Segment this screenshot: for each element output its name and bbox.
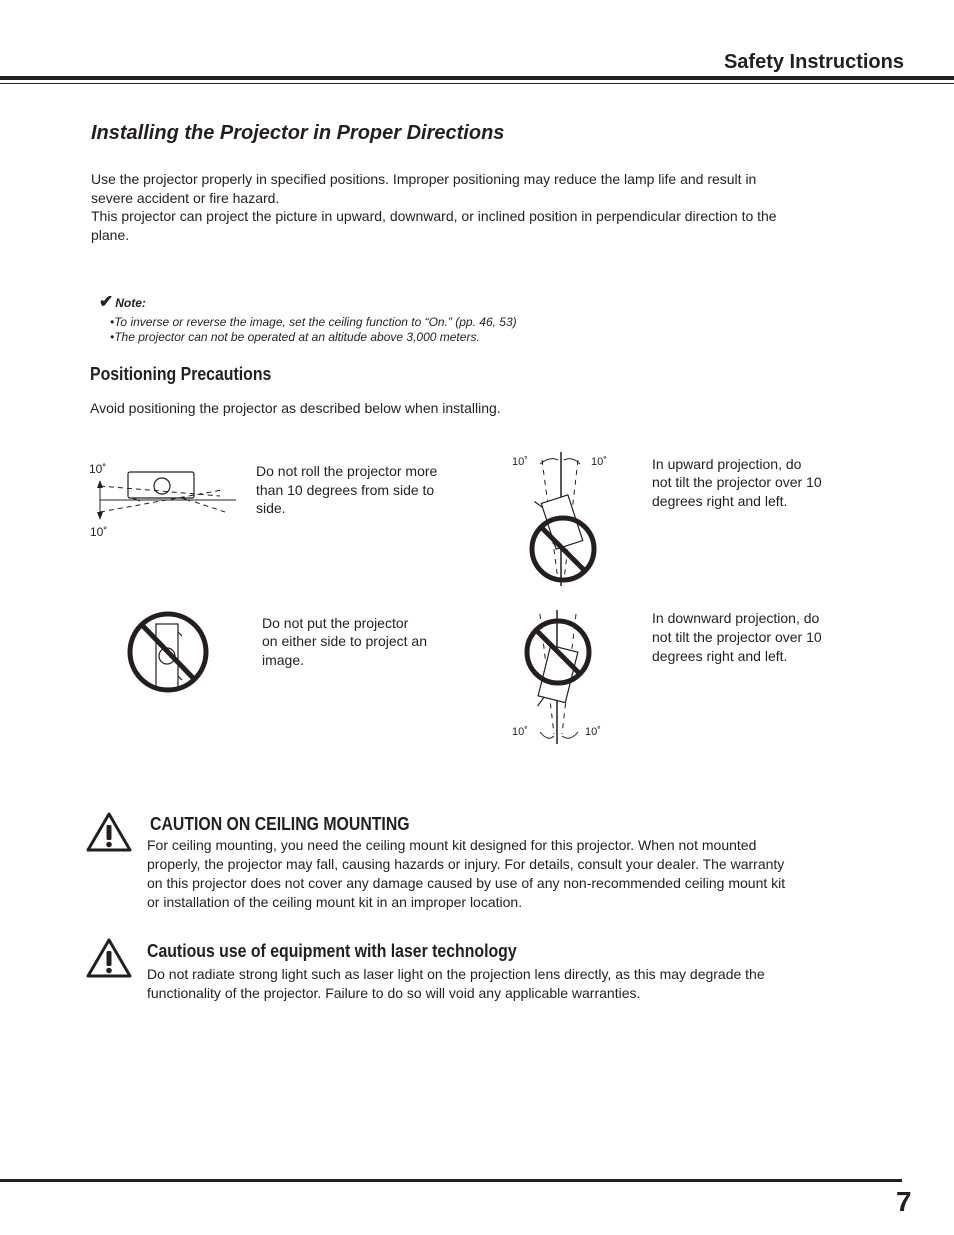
warning-icon [86, 812, 132, 852]
caution-laser-title: Cautious use of equipment with laser technology [147, 941, 517, 961]
roll-diagram [90, 460, 240, 535]
intro-line-4: plane. [91, 227, 130, 243]
positioning-intro: Avoid positioning the projector as described below when installing. [90, 400, 501, 416]
note-label: Note: [115, 296, 146, 310]
upward-degree-left: 10˚ [512, 456, 528, 468]
note-line-1: •To inverse or reverse the image, set the ceiling function to “On.” (pp. 46, 53) [110, 315, 517, 329]
upward-text-2: not tilt the projector over 10 [652, 474, 822, 490]
side-text-3: image. [262, 652, 305, 668]
caution-ceiling-line-1: For ceiling mounting, you need the ceiling mount kit designed for this projector. When not mounted [147, 837, 757, 853]
section-title: Installing the Projector in Proper Directions [91, 122, 505, 144]
downward-text-1: In downward projection, do [652, 610, 820, 626]
upward-text-3: degrees right and left. [652, 493, 788, 509]
intro-line-3: This projector can project the picture in upward, downward, or inclined position in perpendicular direction to the [91, 208, 777, 224]
check-icon: ✔ [99, 292, 114, 311]
roll-degree-top: 10˚ [89, 462, 107, 476]
roll-text-2: than 10 degrees from side to [256, 482, 435, 498]
footer-rule [0, 1179, 902, 1182]
header-rule-thin [0, 83, 954, 84]
downward-degree-left: 10˚ [512, 726, 528, 738]
intro-line-1: Use the projector properly in specified positions. Improper positioning may reduce the lamp life and result in [91, 171, 757, 187]
warning-icon [86, 938, 132, 978]
page-number: 7 [896, 1186, 912, 1217]
note-heading [99, 292, 146, 312]
side-text-2: on either side to project an [262, 633, 427, 649]
side-text-1: Do not put the projector [262, 615, 409, 631]
caution-laser-line-2: functionality of the projector. Failure to do so will void any applicable warranties. [147, 985, 641, 1001]
header-rule [0, 76, 954, 80]
positioning-title: Positioning Precautions [90, 364, 272, 384]
side-prohibited-diagram [126, 610, 212, 696]
intro-line-2: severe accident or fire hazard. [91, 190, 280, 206]
downward-degree-right: 10˚ [585, 726, 601, 738]
upward-text-1: In upward projection, do [652, 456, 802, 472]
caution-laser-line-1: Do not radiate strong light such as laser light on the projection lens directly, as this may degrade the [147, 966, 765, 982]
caution-ceiling-title: CAUTION ON CEILING MOUNTING [150, 814, 410, 834]
caution-ceiling-line-3: on this projector does not cover any damage caused by use of any non-recommended ceiling mount kit [147, 875, 786, 891]
caution-ceiling-line-2: properly, the projector may fall, causing hazards or injury. For details, consult your dealer. The warranty [147, 856, 785, 872]
caution-ceiling-line-4: or installation of the ceiling mount kit in an improper location. [147, 894, 523, 910]
roll-text-3: side. [256, 500, 286, 516]
upward-degree-right: 10˚ [591, 456, 607, 468]
downward-text-2: not tilt the projector over 10 [652, 629, 822, 645]
downward-text-3: degrees right and left. [652, 648, 788, 664]
page-header-title: Safety Instructions [723, 51, 904, 73]
upward-prohibited-diagram [520, 452, 610, 588]
note-line-2: •The projector can not be operated at an altitude above 3,000 meters. [110, 330, 480, 344]
roll-degree-bottom: 10˚ [90, 525, 108, 539]
roll-text-1: Do not roll the projector more [256, 463, 438, 479]
